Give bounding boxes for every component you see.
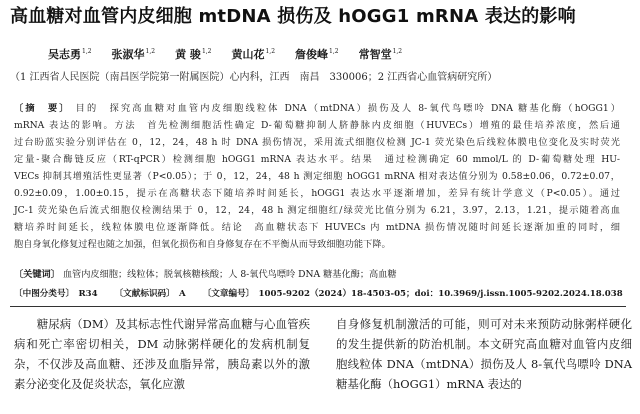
abstract-line: 胞自身氧化修复过程也随之加强，但氧化损伤和自身修复存在不平衡从而导致细胞功能下降。 (14, 239, 391, 250)
document-code: 〔文献标识码〕 A (114, 289, 186, 299)
abstract-line: 糖培养时间延长，线粒体膜电位逐渐降低。结论 高血糖状态下 HUVECs 内 mtDNA 损伤情况随时间延长逐渐加重的同时，细 (14, 222, 620, 233)
abstract-line: 过台盼蓝实验分别评估在 0，12，24，48 h 时 DNA 损伤情况，采用流式细胞仪检测 JC-1 荧光染色后线粒体膜电位变化及实时荧光 (14, 137, 620, 148)
author: 吴志勇$^{1,2}$ (48, 48, 92, 61)
keywords (14, 266, 620, 280)
author: 张淑华$^{1,2}$ (111, 48, 156, 61)
keywords-text: 血管内皮细胞；线粒体；脱氧核糖核酸；人 8-氧代鸟嘌呤 DNA 糖基化酶；高血糖 (62, 269, 397, 280)
abstract-line: 〔摘 要〕 目的 探究高血糖对血管内皮细胞线粒体 DNA（mtDNA）损伤及人 8-氧代鸟嘌呤 DNA 糖基化酶（hOGG1） (14, 103, 620, 114)
abstract-line: mRNA 表达的影响。方法 首先检测细胞活性确定 D-葡萄糖抑制人脐静脉内皮细胞（HUVECs）增殖的最佳培养浓度，然后通 (14, 120, 620, 131)
article-number: 〔文章编号〕 1005-9202（2024）18-4503-05；doi：10.3969/j.issn.1005-9202.2024.18.038 (202, 289, 623, 299)
author: 黄山花$^{1,2}$ (231, 48, 276, 61)
author: 常智堂$^{1,2}$ (358, 48, 403, 61)
body-paragraph: 糖尿病（DM）及其标志性代谢异常高血糖与心血管疾病和死亡率密切相关，DM 动脉粥样硬化的发病机制复杂，不仅涉及高血糖、还涉及血脂异常，胰岛素以外的激素分泌变化及促炎状态，氧化应激 (14, 317, 310, 391)
author-list (48, 46, 422, 62)
body-column-left (14, 314, 310, 394)
abstract (14, 100, 620, 253)
abstract-line: VECs 抑制其增殖活性更显著（P<0.05）；于 0，12，24，48 h 测定细胞 hOGG1 mRNA 相对表达值分别为 0.58±0.06，0.72±0.07， (14, 171, 620, 182)
affiliation: （1 江西省人民医院（南昌医学院第一附属医院）心内科，江西 南昌 330006；2 江西省心血管病研究所） (10, 72, 498, 83)
abstract-line: 定量-聚合酶链反应（RT-qPCR）检测细胞 hOGG1 mRNA 表达水平。结果 通过检测确定 60 mmol/L 的 D-葡萄糖处理 HU- (14, 154, 620, 165)
author: 詹俊峰$^{1,2}$ (295, 48, 339, 61)
article-title: 高血糖对血管内皮细胞 mtDNA 损伤及 hOGG1 mRNA 表达的影响 (10, 6, 576, 27)
body-paragraph: 自身修复机制激活的可能，则可对未来预防动脉粥样硬化的发生提供新的防治机制。本文研究高血糖对血管内皮细胞线粒体 DNA（mtDNA）损伤及人 8-氧代鸟嘌呤 DNA 糖基化酶（hOGG1）mRNA 表达的 (336, 317, 632, 391)
abstract-line: 0.92±0.09，1.00±0.15，提示在高糖状态下随培养时间延长，hOGG1 表达水平逐渐增加，差异有统计学意义（P<0.05）。通过 (14, 188, 620, 199)
section-divider (10, 306, 626, 307)
abstract-line: JC-1 荧光染色后流式细胞仪检测结果于 0，12，24，48 h 测定细胞红/绿荧光比值分别为 6.21，3.97，2.13，1.21，提示随着高血 (14, 205, 620, 216)
body-column-right (336, 314, 632, 394)
keywords-label: 〔关键词〕 (14, 269, 60, 280)
clc-number: 〔中图分类号〕 R34 (14, 289, 98, 299)
abstract-label: 〔摘 要〕 (14, 103, 71, 114)
article-identifiers (14, 287, 623, 299)
author: 黄 骏$^{1,2}$ (175, 48, 212, 61)
